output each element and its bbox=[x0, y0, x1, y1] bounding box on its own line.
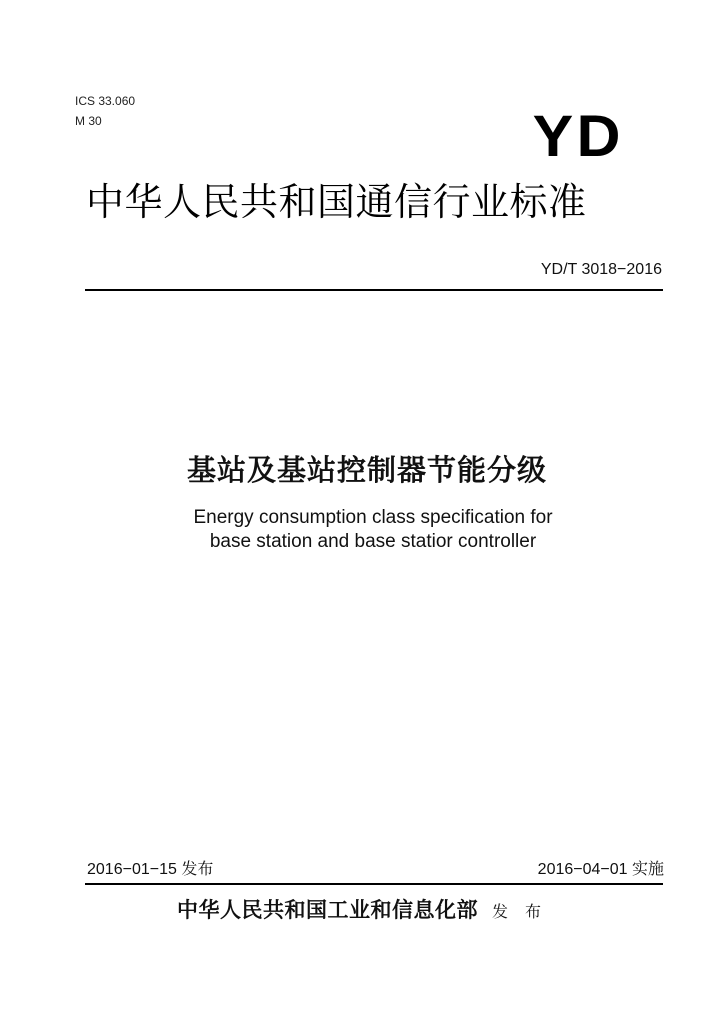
header-divider bbox=[85, 289, 663, 291]
issuing-authority bbox=[0, 896, 724, 926]
ccs-code: M 30 bbox=[75, 114, 102, 128]
issuer-name: 中华人民共和国工业和信息化部 bbox=[176, 897, 478, 922]
issue-date: 2016−01−15 发布 bbox=[87, 861, 214, 878]
standard-number: YD/T 3018−2016 bbox=[540, 261, 662, 278]
standard-category-title: 中华人民共和国通信行业标准 bbox=[86, 180, 587, 224]
ics-code: ICS 33.060 bbox=[75, 94, 136, 108]
implementation-date: 2016−04−01 实施 bbox=[537, 861, 664, 878]
document-title-en-line1: Energy consumption class specification for bbox=[193, 507, 553, 528]
issue-label: 发 布 bbox=[491, 902, 548, 921]
yd-logo: YD bbox=[533, 104, 624, 169]
document-title-en-line2: base station and base statior controller bbox=[209, 531, 537, 552]
document-title-zh: 基站及基站控制器节能分级 bbox=[186, 453, 547, 487]
document-title-en bbox=[0, 506, 724, 554]
footer-divider bbox=[85, 883, 663, 885]
